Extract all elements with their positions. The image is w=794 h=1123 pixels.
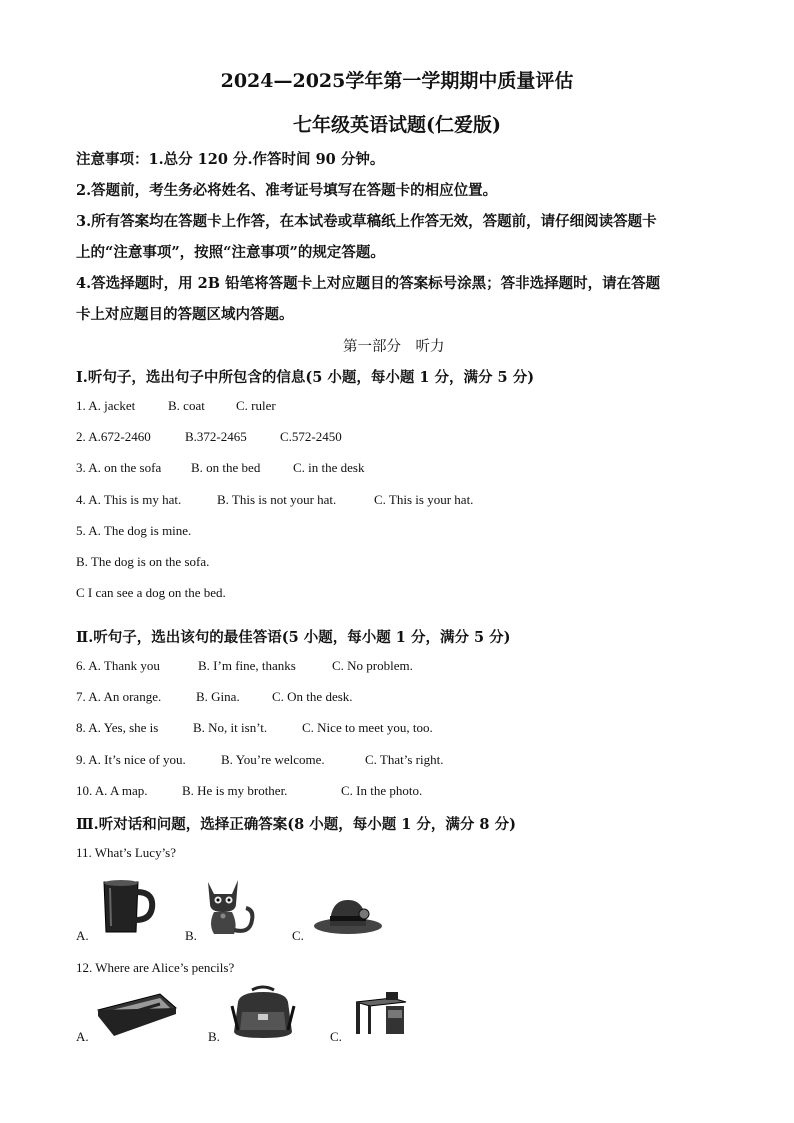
question-4 — [76, 492, 473, 508]
question-7 — [76, 689, 353, 705]
exam-subtitle: 七年级英语试题(仁爱版) — [293, 114, 501, 136]
question-3 — [76, 460, 365, 476]
q12-option-a-label[interactable]: A. — [76, 1029, 89, 1044]
q11-option-c-label[interactable]: C. — [292, 928, 304, 943]
cat-icon[interactable] — [198, 874, 262, 938]
option-b[interactable]: B. This is not your hat. — [217, 492, 337, 507]
question-1 — [76, 398, 276, 414]
section3-heading: Ⅲ.听对话和问题，选择正确答案(8 小题，每小题 1 分，满分 8 分) — [76, 816, 516, 833]
note-line-1: 注意事项：1.总分 120 分.作答时间 90 分钟。 — [76, 151, 385, 168]
schoolbag-icon[interactable] — [230, 984, 296, 1040]
question-5-option-a[interactable]: 5. A. The dog is mine. — [76, 523, 192, 538]
option-c[interactable]: C. Nice to meet you, too. — [302, 720, 433, 735]
option-a[interactable]: 9. A. It’s nice of you. — [76, 752, 186, 767]
question-10 — [76, 783, 422, 799]
option-c[interactable]: C. In the photo. — [341, 783, 423, 798]
q12-option-c-label[interactable]: C. — [330, 1029, 342, 1044]
question-12-stem: 12. Where are Alice’s pencils? — [76, 960, 235, 975]
hat-icon[interactable] — [312, 892, 384, 936]
note-line-6: 卡上对应题目的答题区域内答题。 — [76, 306, 294, 323]
option-b[interactable]: B. No, it isn’t. — [193, 720, 268, 735]
question-5-option-b[interactable]: B. The dog is on the sofa. — [76, 554, 210, 569]
option-b[interactable]: B. You’re welcome. — [221, 752, 325, 767]
option-a[interactable]: 8. A. Yes, she is — [76, 720, 159, 735]
option-a[interactable]: 6. A. Thank you — [76, 658, 160, 673]
question-6 — [76, 658, 413, 674]
note-line-5: 4.答选择题时，用 2B 铅笔将答题卡上对应题目的答案标号涂黑；答非选择题时，请在答题 — [76, 275, 661, 292]
option-c[interactable]: C. That’s right. — [365, 752, 444, 767]
q12-option-b-label[interactable]: B. — [208, 1029, 220, 1044]
option-a[interactable]: 4. A. This is my hat. — [76, 492, 182, 507]
option-c[interactable]: C.572-2450 — [280, 429, 342, 444]
option-c[interactable]: C. On the desk. — [272, 689, 353, 704]
section2-heading: Ⅱ.听句子，选出该句的最佳答语(5 小题，每小题 1 分，满分 5 分) — [76, 629, 511, 646]
question-2 — [76, 429, 342, 445]
option-b[interactable]: B. on the bed — [191, 460, 261, 475]
note-line-4: 上的“注意事项”，按照“注意事项”的规定答题。 — [76, 244, 385, 261]
option-c[interactable]: C. in the desk — [293, 460, 365, 475]
exam-title: 2024—2025学年第一学期期中质量评估 — [220, 70, 574, 92]
question-9 — [76, 752, 443, 768]
option-a[interactable]: 10. A. A map. — [76, 783, 148, 798]
option-c[interactable]: C. ruler — [236, 398, 276, 413]
part1-title: 第一部分 听力 — [343, 339, 445, 355]
question-8 — [76, 720, 433, 736]
option-c[interactable]: C. This is your hat. — [374, 492, 474, 507]
option-b[interactable]: B.372-2465 — [185, 429, 247, 444]
option-a[interactable]: 3. A. on the sofa — [76, 460, 162, 475]
mug-icon[interactable] — [96, 878, 158, 936]
option-b[interactable]: B. He is my brother. — [182, 783, 288, 798]
question-11-stem: 11. What’s Lucy’s? — [76, 845, 177, 860]
option-a[interactable]: 1. A. jacket — [76, 398, 136, 413]
section1-heading: Ⅰ.听句子，选出句子中所包含的信息(5 小题，每小题 1 分，满分 5 分) — [76, 369, 535, 386]
option-b[interactable]: B. I’m fine, thanks — [198, 658, 296, 673]
q11-option-a-label[interactable]: A. — [76, 928, 89, 943]
option-a[interactable]: 2. A.672-2460 — [76, 429, 151, 444]
option-b[interactable]: B. coat — [168, 398, 205, 413]
pencil-case-icon[interactable] — [94, 990, 180, 1038]
option-c[interactable]: C. No problem. — [332, 658, 413, 673]
option-a[interactable]: 7. A. An orange. — [76, 689, 162, 704]
desk-icon[interactable] — [352, 990, 410, 1038]
note-line-2: 2.答题前，考生务必将姓名、准考证号填写在答题卡的相应位置。 — [76, 182, 498, 199]
note-line-3: 3.所有答案均在答题卡上作答，在本试卷或草稿纸上作答无效，答题前，请仔细阅读答题卡 — [76, 213, 657, 230]
option-b[interactable]: B. Gina. — [196, 689, 240, 704]
q11-option-b-label[interactable]: B. — [185, 928, 197, 943]
question-5-option-c[interactable]: C I can see a dog on the bed. — [76, 585, 226, 600]
